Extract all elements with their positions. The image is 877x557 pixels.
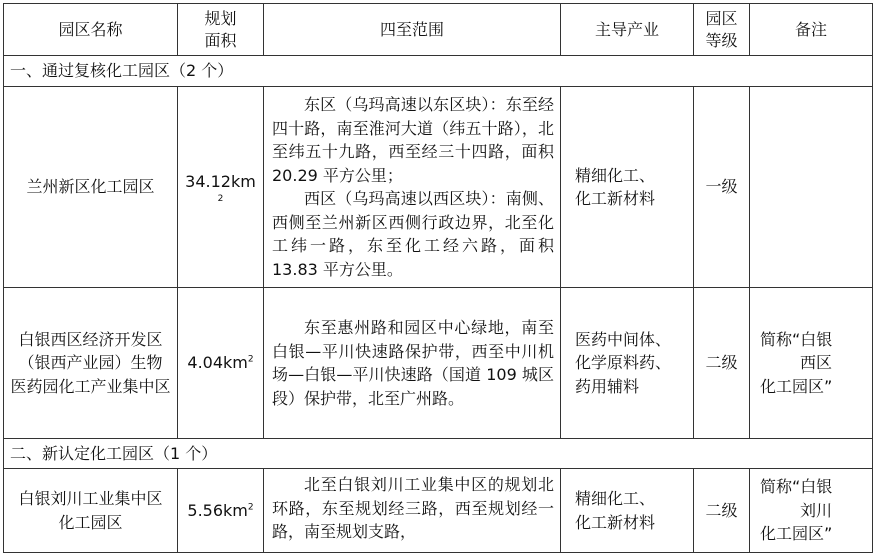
- industry-line3: 药用辅料: [575, 376, 640, 396]
- area-unit-superscript: 2: [217, 193, 224, 204]
- table-row: [4, 288, 873, 439]
- header-level-line2: 等级: [705, 30, 738, 50]
- park-name-line1: 白银西区经济开发区: [18, 329, 163, 349]
- boundaries-cell: [264, 288, 561, 439]
- industry-line2: 化工新材料: [575, 189, 656, 208]
- leading-industry-cell: [561, 469, 694, 553]
- planned-area-cell: [178, 87, 264, 288]
- park-level-cell: 二级: [694, 469, 750, 553]
- table-row: [4, 87, 873, 288]
- header-leading-industry: 主导产业: [561, 4, 694, 56]
- section-title-1: 一、通过复核化工园区（2 个）: [4, 56, 873, 87]
- section-row: [4, 56, 873, 87]
- remarks-cell: [750, 87, 873, 288]
- header-level-line1: 园区: [705, 8, 738, 28]
- remark-line1: 简称“白银: [760, 477, 833, 497]
- leading-industry-cell: [561, 288, 694, 439]
- remarks-cell: [750, 469, 873, 553]
- remark-line3: 化工园区”: [760, 376, 833, 396]
- header-park-level: [694, 4, 750, 56]
- section-title-2: 二、新认定化工园区（1 个）: [4, 439, 873, 469]
- area-value: 5.56km: [187, 500, 248, 520]
- remarks-cell: [750, 288, 873, 439]
- park-table: [3, 3, 873, 553]
- section-row: [4, 439, 873, 469]
- park-name-line2: 化工园区: [58, 512, 123, 532]
- area-value: 4.04km: [187, 353, 248, 373]
- boundaries-cell: [264, 469, 561, 553]
- area-value: 34.12km: [185, 172, 256, 192]
- boundaries-text: 东至惠州路和园区中心绿地，南至白银—平川快速路保护带，西至中川机场—白银—平川快速路（国道 109 城区段）保护带，北至广州路。: [272, 318, 554, 408]
- boundaries-cell: [264, 87, 561, 288]
- park-name-line2: （银西产业园）生物: [18, 353, 163, 373]
- header-boundaries: 四至范围: [264, 4, 561, 56]
- area-unit-superscript: 2: [247, 354, 254, 365]
- industry-line2: 化学原料药、: [575, 353, 672, 373]
- park-name-line1: 白银刘川工业集中区: [18, 489, 163, 508]
- header-area-line2: 面积: [204, 30, 237, 50]
- park-level-cell: 二级: [694, 288, 750, 439]
- header-area-line1: 规划: [204, 8, 237, 28]
- remark-line3: 化工园区”: [760, 524, 833, 544]
- boundaries-west-zone: 西区（乌玛高速以西区块）：南侧、西侧至兰州新区西侧行政边界，北至化工纬一路，东至化工经六路，面积 13.83 平方公里。: [272, 189, 554, 279]
- table-header-row: [4, 4, 873, 56]
- industry-line2: 化工新材料: [575, 512, 656, 532]
- park-name-cell: [4, 288, 178, 439]
- planned-area-cell: [178, 469, 264, 553]
- park-level-cell: 一级: [694, 87, 750, 288]
- remark-line2: 刘川: [800, 500, 833, 520]
- park-name-line3: 医药园化工产业集中区: [10, 376, 171, 396]
- industry-line1: 精细化工、: [575, 489, 656, 508]
- industry-line1: 医药中间体、: [575, 329, 672, 349]
- planned-area-cell: [178, 288, 264, 439]
- remark-line2: 西区: [800, 353, 833, 373]
- remark-line1: 简称“白银: [760, 329, 833, 349]
- leading-industry-cell: [561, 87, 694, 288]
- header-planned-area: [178, 4, 264, 56]
- industry-line1: 精细化工、: [575, 165, 656, 185]
- park-name-cell: 兰州新区化工园区: [4, 87, 178, 288]
- header-remarks: 备注: [750, 4, 873, 56]
- header-park-name: 园区名称: [4, 4, 178, 56]
- park-name-cell: [4, 469, 178, 553]
- area-unit-superscript: 2: [247, 502, 254, 513]
- table-row: [4, 469, 873, 553]
- boundaries-text: 北至白银刘川工业集中区的规划北环路，东至规划经三路，西至规划经一路，南至规划支路，: [272, 475, 554, 541]
- boundaries-east-zone: 东区（乌玛高速以东区块）：东至经四十路，南至淮河大道（纬五十路），北至纬五十九路，西至经三十四路，面积 20.29 平方公里；: [272, 95, 554, 185]
